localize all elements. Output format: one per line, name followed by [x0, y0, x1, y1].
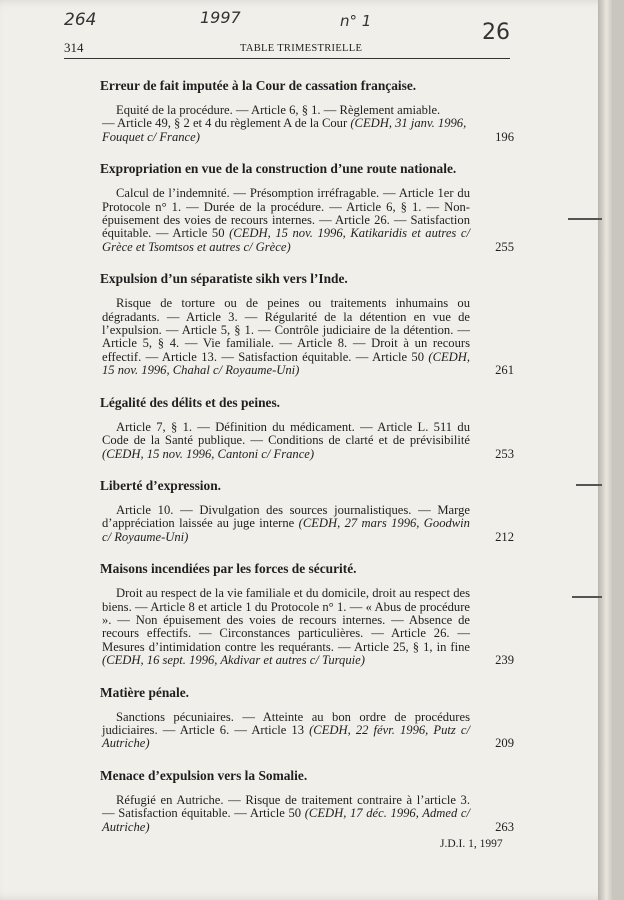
entry-reference: (CEDH, 15 nov. 1996, Cantoni c/ France): [102, 446, 315, 461]
entry-page: 212: [495, 529, 514, 544]
margin-mark: [568, 218, 602, 220]
entry-page: 261: [495, 363, 514, 378]
entry-text: Equité de la procédure. — Article 6, § 1. — Règlement amiable.: [116, 103, 441, 117]
entry-page: 253: [495, 446, 514, 461]
entry-reference: (CEDH, 27 mars 1996, Goodwin c/ Royaume-Uni): [102, 516, 470, 544]
entry-title: Matière pénale.: [100, 684, 189, 700]
index-entry: [100, 78, 514, 144]
entry-text: Droit au respect de la vie familiale et du domicile, droit au respect des biens. — Article 8 et article 1 du Protocole n° 1. — « Abus de procédure ». — Non épuisement des voies de recours internes. — Absence de recours effectifs. — Circonstances particulières. — Article 26. — Mesures d’intimidation contre les requérants. — Article 25, § 1, in fine: [102, 586, 470, 654]
entry-reference: (CEDH, 31 janv. 1996, Fouquet c/ France): [102, 116, 467, 144]
page-spine: [598, 0, 612, 900]
entry-title: Expropriation en vue de la construction d’une route nationale.: [100, 161, 457, 177]
entry-title: Expulsion d’un séparatiste sikh vers l’Inde.: [100, 271, 348, 287]
entry-text: Réfugié en Autriche. — Risque de traitement contraire à l’article 3. — Satisfaction équitable. — Article 50: [102, 792, 470, 821]
entry-title: Maisons incendiées par les forces de sécurité.: [100, 561, 357, 577]
entry-text: — Article 49, § 2 et 4 du règlement A de la Cour: [102, 116, 348, 131]
entry-body: [100, 187, 514, 254]
entry-title: Erreur de fait imputée à la Cour de cassation française.: [100, 78, 417, 93]
handwritten-note-1: 264: [64, 10, 97, 30]
index-entry: [100, 271, 514, 377]
margin-mark: [572, 596, 602, 598]
entry-reference: (CEDH, 15 nov. 1996, Chahal c/ Royaume-Uni): [102, 349, 470, 378]
entry-text: Risque de torture ou de peines ou traitements inhumains ou dégradants. — Article 3. — Régularité de la détention en vue de l’expulsion. — Article 5, § 1. — Contrôle judiciaire de la détention. — Article 5, § 4. — Vie familiale. — Article 8. — Droit à un recours effectif. — Article 13. — Satisfaction équitable. — Article 50: [102, 296, 470, 364]
entry-body: [100, 711, 514, 751]
entry-page: 196: [495, 129, 514, 144]
handwritten-note-3: n° 1: [340, 12, 372, 30]
entry-text: Sanctions pécuniaires. — Atteinte au bon ordre de procédures judiciaires. — Article 6. — Article 13: [102, 709, 470, 737]
entry-body: [100, 794, 514, 834]
entry-reference: (CEDH, 22 févr. 1996, Putz c/ Autriche): [102, 722, 470, 751]
entry-title: Menace d’expulsion vers la Somalie.: [100, 767, 308, 783]
entry-body: [100, 504, 514, 544]
header-rule: [64, 58, 510, 59]
entry-body: [100, 421, 514, 461]
entry-body: [100, 104, 514, 144]
index-entry: [100, 768, 514, 834]
index-list: [100, 78, 514, 851]
entry-page: 255: [495, 239, 514, 254]
entry-title: Liberté d’expression.: [100, 477, 222, 493]
entry-title: Légalité des délits et des peines.: [100, 394, 281, 410]
handwritten-note-2: 1997: [200, 8, 241, 27]
index-entry: [100, 395, 514, 461]
handwritten-note-4: 26: [482, 20, 510, 45]
entry-reference: (CEDH, 15 nov. 1996, Katikaridis et autres c/ Grèce et Tsomtsos et autres c/ Grèce): [102, 226, 470, 254]
running-title: TABLE TRIMESTRIELLE: [240, 43, 363, 54]
journal-reference: J.D.I. 1, 1997: [440, 838, 503, 850]
entry-text: Calcul de l’indemnité. — Présomption irréfragable. — Article 1er du Protocole n° 1. — Durée de la procédure. — Article 6, § 1. — Non-épuisement des voies de recours internes. — Article 26. — Satisfaction équitable. — Article 50: [102, 186, 470, 241]
entry-page: 239: [495, 653, 514, 668]
entry-text: Article 10. — Divulgation des sources journalistiques. — Marge d’appréciation laissée au juge interne: [102, 502, 470, 531]
index-entry: [100, 478, 514, 544]
entry-body: [100, 297, 514, 377]
entry-body: [100, 587, 514, 667]
index-entry: [100, 161, 514, 254]
entry-reference: (CEDH, 17 déc. 1996, Admed c/ Autriche): [102, 806, 470, 834]
index-entry: [100, 561, 514, 667]
entry-page: 209: [495, 736, 514, 751]
entry-reference: (CEDH, 16 sept. 1996, Akdivar et autres c/ Turquie): [102, 653, 365, 668]
index-entry: [100, 685, 514, 751]
entry-page: 263: [495, 819, 514, 834]
entry-text: Article 7, § 1. — Définition du médicament. — Article L. 511 du Code de la Santé publique. — Conditions de clarté et de prévisibilité: [102, 419, 470, 448]
page-number: 314: [64, 40, 84, 55]
margin-mark: [576, 484, 602, 486]
